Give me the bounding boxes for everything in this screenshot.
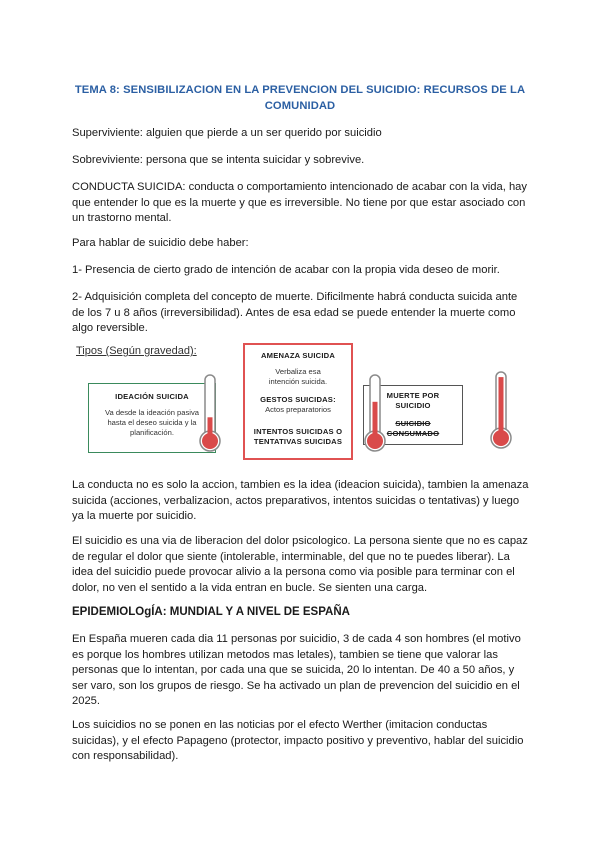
gestos-title: GESTOS SUICIDAS:	[260, 395, 336, 404]
intentos-title: INTENTOS SUICIDAS O TENTATIVAS SUICIDAS	[253, 427, 343, 446]
amenaza-text: Verbaliza esa intención suicida.	[268, 367, 328, 386]
amenaza-box	[243, 343, 353, 460]
thermometer-mercury	[499, 377, 504, 436]
thermometer-low	[196, 373, 224, 455]
thermometer-high	[487, 370, 515, 452]
diagram-label: Tipos (Según gravedad):	[76, 345, 197, 357]
gestos-text: Actos preparatorios	[265, 405, 331, 414]
paragraph-liberacion: El suicidio es una via de liberacion del dolor psicologico. La persona siente que no es capaz de regular el dolor que siente (intolerable, interminable, del que no te puedes liberar). La idea del suicidio puede provocar alivio a la persona como via posible para terminar con el dolor, no ven el sentido a la vida entran en bucle. Se sienten una carga.	[72, 535, 528, 594]
paragraph-conducta-accion: La conducta no es solo la accion, tambien es la idea (ideacion suicida), tambien la amenaza suicida (acciones, verbalizacion, actos preparativos, intentos suicidas o tentativas) y luego ya la muerte por suicidio.	[72, 479, 529, 522]
paragraph-espana: En España mueren cada dia 11 personas por suicidio, 3 de cada 4 son hombres (el motivo es porque los hombres utilizan metodos mas letales), tambien se tiene que valorar las personas que lo intentan, por cada una que se suicida, 20 lo intentan. De 40 a 50 años, y ser varo, son los grupos de riesgo. Se ha activado un plan de prevencion del suicidio en el 2025.	[72, 633, 521, 707]
paragraph-conducta-suicida: CONDUCTA SUICIDA: conducta o comportamiento intencionado de acabar con la vida, hay que entender lo que es la muerte y que es irreversible. No tiene por que estar asociado con un trastorno mental.	[72, 181, 527, 224]
paragraph-efectos: Los suicidios no se ponen en las noticias por el efecto Werther (imitacion conductas suicidas), y el efecto Papageno (protector, impacto positivo y preventivo, hablar del suicidio con responsabilidad).	[72, 719, 524, 762]
types-diagram	[72, 343, 524, 461]
section-heading-epidemiologia: EPIDEMIOLOgÍA: MUNDIAL Y A NIVEL DE ESPAÑA	[72, 606, 350, 618]
ideacion-title: IDEACIÓN SUICIDA	[115, 392, 189, 401]
thermometer-bulb	[367, 433, 383, 449]
amenaza-title: AMENAZA SUICIDA	[260, 351, 335, 360]
page-title: TEMA 8: SENSIBILIZACION EN LA PREVENCION DEL SUICIDIO: RECURSOS DE LA COMUNIDAD	[74, 84, 526, 112]
muerte-title: MUERTE POR SUICIDIO	[386, 391, 440, 410]
paragraph-punto-1: 1- Presencia de cierto grado de intención de acabar con la propia vida deseo de morir.	[72, 264, 500, 276]
consumado-text: SUICIDIO CONSUMADO	[386, 419, 440, 438]
paragraph-sobreviviente: Sobreviviente: persona que se intenta suicidar y sobrevive.	[72, 154, 365, 166]
ideacion-text: Va desde la ideación pasiva hasta el deseo suicida y la planificación.	[104, 408, 199, 437]
thermometer-medium	[361, 373, 389, 455]
thermometer-bulb	[493, 430, 509, 446]
paragraph-para-hablar: Para hablar de suicidio debe haber:	[72, 237, 249, 249]
thermometer-bulb	[202, 433, 218, 449]
paragraph-punto-2: 2- Adquisición completa del concepto de muerte. Dificilmente habrá conducta suicida ante de los 7 u 8 años (irreversibilidad). Antes de esa edad se puede entender la muerte como algo reversible.	[72, 291, 518, 334]
paragraph-superviviente: Superviviente: alguien que pierde a un ser querido por suicidio	[72, 127, 382, 139]
